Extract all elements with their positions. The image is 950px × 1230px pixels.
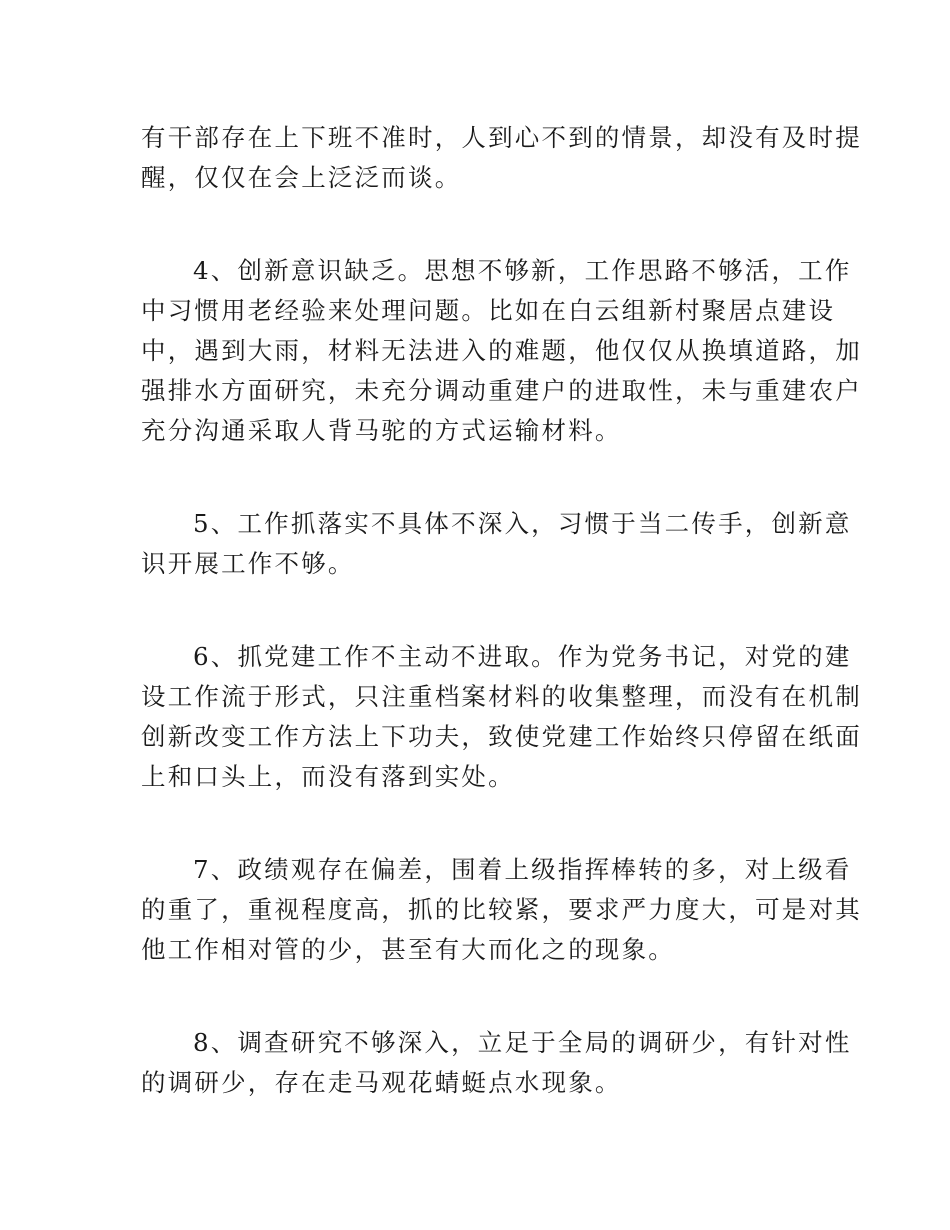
- text-line: 创新改变工作方法上下功夫，致使党建工作始终只停留在纸面: [141, 722, 862, 751]
- text-line: 有干部存在上下班不准时，人到心不到的情景，却没有及时提: [141, 123, 862, 152]
- text-line: 7、政绩观存在偏差，围着上级指挥棒转的多，对上级看: [193, 855, 852, 884]
- text-line: 识开展工作不够。: [141, 549, 355, 578]
- text-line: 上和口头上，而没有落到实处。: [141, 762, 515, 791]
- text-line: 的调研少，存在走马观花蜻蜓点水现象。: [141, 1068, 622, 1097]
- paragraph-item-5: [141, 504, 852, 584]
- text-line: 设工作流于形式，只注重档案材料的收集整理，而没有在机制: [141, 682, 862, 711]
- document-body: [141, 118, 862, 1156]
- paragraph-item-4: [141, 251, 862, 451]
- text-line: 充分沟通采取人背马驼的方式运输材料。: [141, 416, 622, 445]
- text-line: 5、工作抓落实不具体不深入，习惯于当二传手，创新意: [193, 509, 852, 538]
- text-line: 4、创新意识缺乏。思想不够新，工作思路不够活，工作: [193, 256, 852, 285]
- text-line: 6、抓党建工作不主动不进取。作为党务书记，对党的建: [193, 642, 852, 671]
- text-line: 中习惯用老经验来处理问题。比如在白云组新村聚居点建设: [141, 296, 836, 325]
- text-line: 他工作相对管的少，甚至有大而化之的现象。: [141, 935, 675, 964]
- paragraph-item-6: [141, 637, 862, 797]
- paragraph-item-8: [141, 1023, 852, 1103]
- text-line: 中，遇到大雨，材料无法进入的难题，他仅仅从换填道路，加: [141, 336, 862, 365]
- paragraph-item-7: [141, 850, 862, 970]
- text-line: 强排水方面研究，未充分调动重建户的进取性，未与重建农户: [141, 376, 862, 405]
- paragraph-continuation: [141, 118, 862, 198]
- text-line: 醒，仅仅在会上泛泛而谈。: [141, 163, 462, 192]
- text-line: 的重了，重视程度高，抓的比较紧，要求严力度大，可是对其: [141, 895, 862, 924]
- text-line: 8、调查研究不够深入，立足于全局的调研少，有针对性: [193, 1028, 852, 1057]
